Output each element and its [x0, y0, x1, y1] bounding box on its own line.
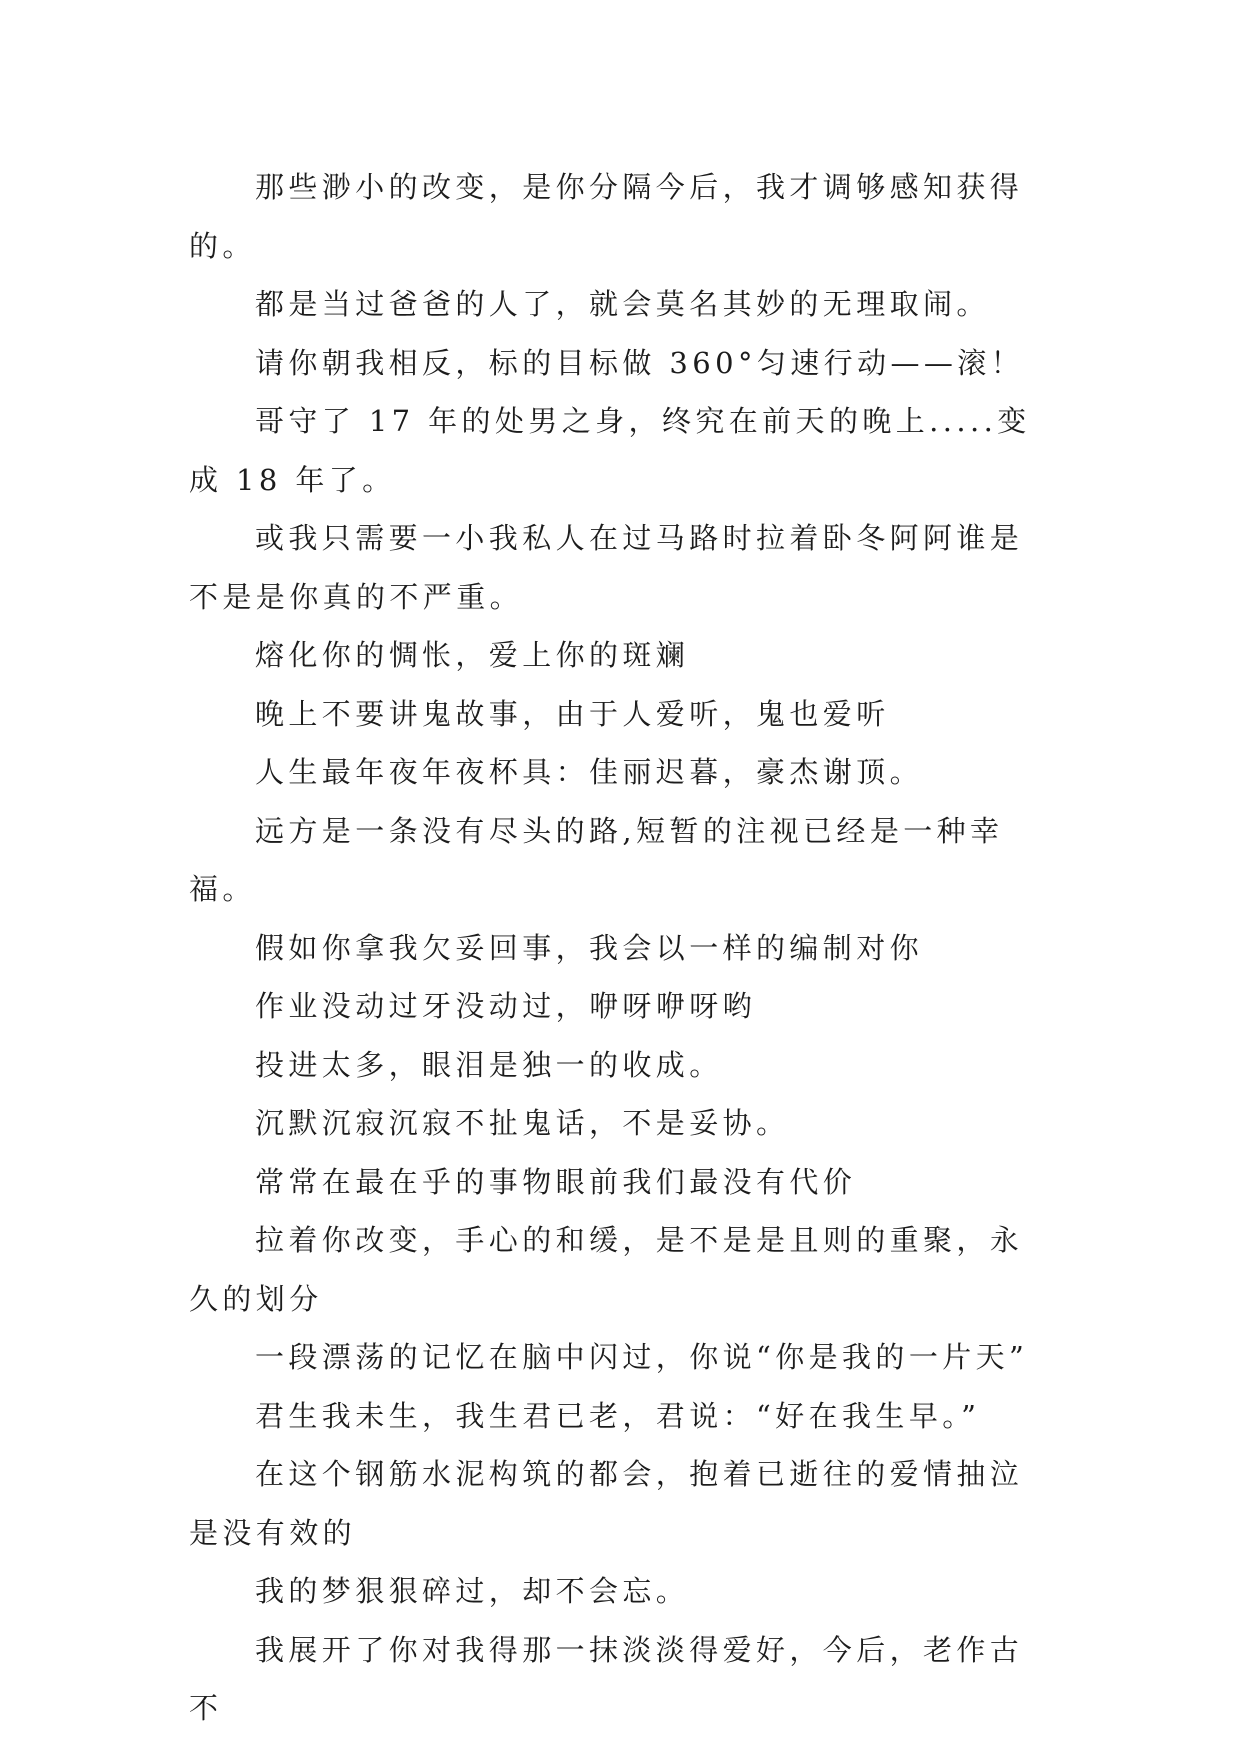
- paragraph: 远方是一条没有尽头的路,短暂的注视已经是一种幸福。: [189, 813, 1004, 906]
- paragraph: 我展开了你对我得那一抹淡淡得爱好，今后，老作古不: [189, 1632, 1024, 1725]
- paragraph: 熔化你的惆怅，爱上你的斑斓: [255, 638, 690, 672]
- paragraph: 假如你拿我欠妥回事，我会以一样的编制对你: [255, 930, 924, 965]
- paragraph: 我的梦狠狠碎过，却不会忘。: [255, 1574, 690, 1608]
- paragraph: 君生我未生，我生君已老，君说：“好在我生早。”: [255, 1398, 981, 1433]
- paragraph: 晚上不要讲鬼故事，由于人爱听，鬼也爱听: [255, 696, 890, 731]
- paragraph: 那些渺小的改变，是你分隔今后，我才调够感知获得的。: [189, 170, 1024, 263]
- paragraph: 都是当过爸爸的人了，就会莫名其妙的无理取闹。: [255, 287, 990, 321]
- paragraph: 请你朝我相反，标的目标做 360°匀速行动——滚！: [255, 345, 1025, 380]
- paragraph: 投进太多，眼泪是独一的收成。: [255, 1047, 723, 1082]
- paragraph: 哥守了 17 年的处男之身，终究在前天的晚上.....变成 18 年了。: [189, 404, 1031, 497]
- paragraph: 一段漂荡的记忆在脑中闪过，你说“你是我的一片天”: [255, 1340, 1029, 1374]
- paragraph: 或我只需要一小我私人在过马路时拉着卧冬阿阿谁是不是是你真的不严重。: [189, 521, 1024, 614]
- paragraph: 沉默沉寂沉寂不扯鬼话，不是妥协。: [255, 1106, 790, 1140]
- paragraph: 在这个钢筋水泥构筑的都会，抱着已逝往的爱情抽泣是没有效的: [189, 1457, 1024, 1550]
- paragraph: 常常在最在乎的事物眼前我们最没有代价: [255, 1164, 857, 1199]
- paragraph: 人生最年夜年夜杯具：佳丽迟暮，豪杰谢顶。: [255, 755, 924, 789]
- document-body: [189, 158, 1053, 1738]
- paragraph: 拉着你改变，手心的和缓，是不是是且则的重聚，永久的划分: [189, 1223, 1024, 1316]
- paragraph: 作业没动过牙没动过，咿呀咿呀哟: [255, 989, 757, 1023]
